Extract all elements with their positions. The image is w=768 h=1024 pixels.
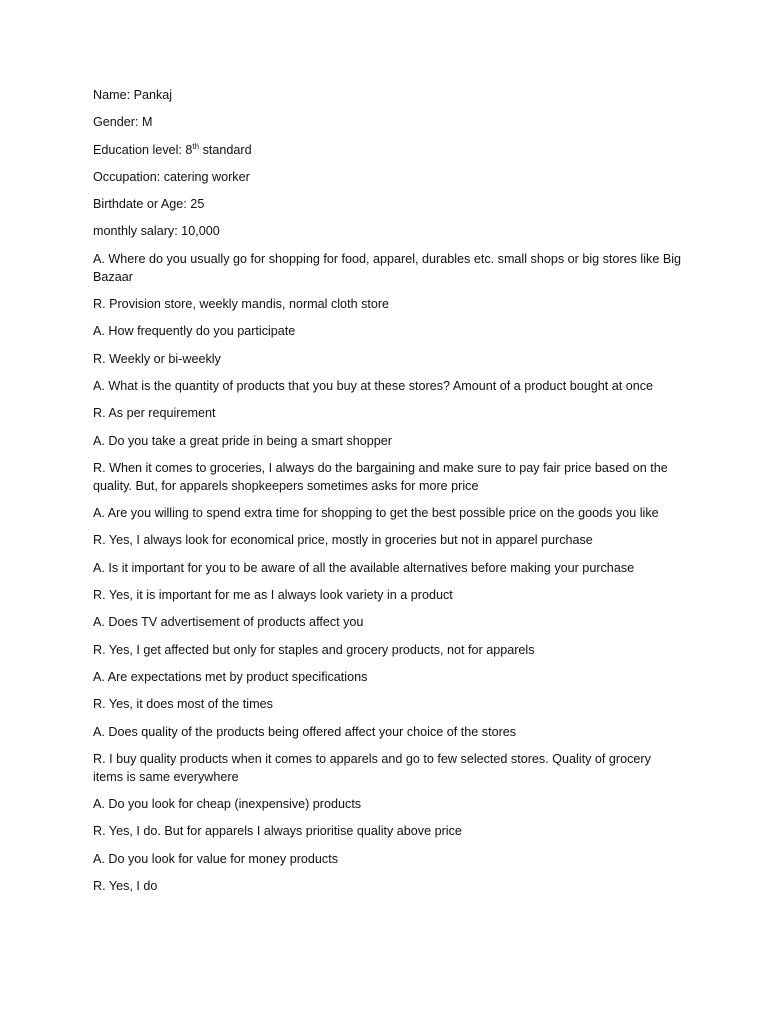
answer: R. Yes, I get affected but only for staples and grocery products, not for apparels [93,642,535,657]
question: A. How frequently do you participate [93,324,296,339]
profile-name: Name: Pankaj [93,88,173,102]
answer: R. Yes, it is important for me as I always look variety in a product [93,588,453,603]
question: A. Do you look for value for money products [93,851,339,866]
question: A. Does quality of the products being offered affect your choice of the stores [93,724,517,739]
answer: R. When it comes to groceries, I always do the bargaining and make sure to pay fair price based on the quality. But, for apparels shopkeepers sometimes asks for more price [93,460,668,493]
profile-age: Birthdate or Age: 25 [93,197,205,212]
answer: R. Yes, I do [93,879,158,894]
question: A. Does TV advertisement of products affect you [93,615,364,630]
answer: R. Yes, I do. But for apparels I always prioritise quality above price [93,824,462,839]
profile-occupation: Occupation: catering worker [93,169,250,184]
question: A. Where do you usually go for shopping for food, apparel, durables etc. small shops or big stores like Big Bazaar [93,251,682,284]
question: A. Are expectations met by product specifications [93,669,368,684]
answer: R. As per requirement [93,406,216,421]
profile-gender: Gender: M [93,115,153,130]
profile-salary: monthly salary: 10,000 [93,224,220,239]
answer: R. Yes, I always look for economical price, mostly in groceries but not in apparel purchase [93,533,593,548]
answer: R. Weekly or bi-weekly [93,351,221,366]
education-text: Education level: 8 [93,142,193,157]
answer: R. Yes, it does most of the times [93,697,273,712]
profile-education [93,141,683,159]
answer: R. Provision store, weekly mandis, normal cloth store [93,297,390,312]
question: A. What is the quantity of products that you buy at these stores? Amount of a product bought at once [93,378,654,393]
answer: R. I buy quality products when it comes to apparels and go to few selected stores. Quality of grocery items is same everywhere [93,751,651,784]
question: A. Do you take a great pride in being a smart shopper [93,433,392,448]
question: A. Do you look for cheap (inexpensive) products [93,797,362,812]
education-suffix: standard [199,142,252,157]
question: A. Are you willing to spend extra time for shopping to get the best possible price on the goods you like [93,506,659,521]
document-body [93,86,683,904]
question: A. Is it important for you to be aware of all the available alternatives before making your purchase [93,560,635,575]
education-superscript: th [192,141,200,151]
